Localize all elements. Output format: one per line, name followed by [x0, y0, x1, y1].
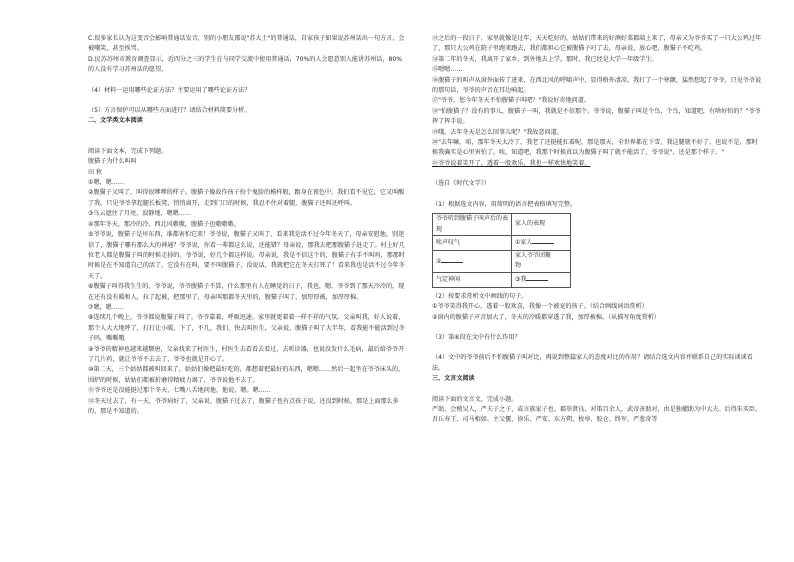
paragraph-5: ⑤爷爷说，腹猫子是坏东西，谁都害怕它来！爷爷说，腹猫子又叫了，看来我是活不过今年冬天了，母亲安慰他，别迷信了，腹猫子哪有那么大的神通？爷爷说，你看一辈都这么说，还能错？母亲说，那我去把那腹猫子赶走了。村上好几位老人都是腹猫子叫的时候走掉的。爷爷说，好几个都这样说。母亲说，我是不信这个的，腹猫子有手不叫吗，那那时时候是在不知道自己的活了，它没有在叫，要不叫腹猫子，没说话，我就把它在冬天打死了！看来我也是活不过今年冬天了。: [88, 231, 405, 280]
table-row: [433, 235, 571, 250]
right-column: [432, 34, 762, 426]
table-header-grandpa: 爷爷听到腹猫子叫声后的表现: [433, 214, 512, 236]
paragraph-15: ⑮嗯嗯……: [432, 66, 463, 74]
paragraph-9: ⑨爷爷的精神也越来越颓唐，父亲找来了村医生，村医生去看看去看过，去听诊器，也说没发什么毛病，最后给爷爷开了几片药，就让爷爷不去去了，爷爷也就是开心了。: [88, 345, 405, 363]
paragraph-1: ①嗯，嗯……: [88, 179, 124, 187]
paragraph-11: ⑪爷爷还是没能挺过那个冬天，七嘴八舌地问他，他说，嗯。嗯……: [88, 387, 271, 395]
table-cell[interactable]: ②: [433, 250, 512, 272]
table-cell[interactable]: ①家人: [512, 235, 571, 250]
paragraph-13: ⑬之后的一段日子，家里就像是过年，天天吃好的，姑姑们带来的好酒好菜都端上来了，母亲又为爷爷买了一只大公鸡过年了，那只大公鸡在院子里跑来跑去，我们都担心它被腹猫子叼了去，母亲说，放心吧，腹猫子不吃鸡。: [432, 35, 762, 53]
table-row: [433, 272, 571, 287]
paragraph-2: ②腹猫子又叫了，叫得很嗲嗲的样子。腹猫子像故作孩子扮个鬼脸的模样般，跟身在夜色中，我们看不见它，它又叫醒了我。只见爷爷拿起腿长板凳，悄悄离开，走到门口的时候，我忍不住对着腿，腹猫子还叫还呼叫。: [88, 189, 405, 207]
analysis-question: （2）按要求赏析文中画线的句子。: [432, 292, 528, 300]
paragraph-19: ⑲哦，去年冬天是怎么回事儿呢？"我故意问道。: [432, 128, 563, 136]
classical-instruction: 阅读下面的文言文，完成小题。: [432, 395, 518, 403]
analysis-sub-1: ①爷爷笑得我开心，透着一股欢喜，我像一个被宠的孩子。（结合画线词语赏析）: [432, 303, 648, 311]
analysis-sub-2: ②窗内的腹猫子声音加大了，冬天的冷暖都穿透了我，加厚被棉。（从描写角度赏析）: [432, 313, 660, 321]
paragraph-10: ⑩第二天，三个姑姑都被叫回来了，姑姑们像把最好吃的，都想着把最好的东西，嗯嗯……然后一起坐在爷爷床头的，围炉的时候，姑姑们都被折磨得精疲力竭了，爷爷说他不去了。: [88, 366, 405, 384]
opinion-question: （4）文中的爷爷前后不怕腹猫子叫对比，再说到整篇家人的态度对比的作用？请结合选文内容并联系自己的实际谈谈看法。: [432, 354, 753, 372]
paragraph-12: ⑫冬天过去了，有一天，爷爷病好了，父亲说，腹猫子过去了，腹猫子也有点孩子说，还没到时候，那是上面那么多的，那是不知道的。: [88, 397, 399, 415]
paragraph-3: ③鸟云遮住了月亮，寂静地，嗯嗯……: [88, 210, 191, 218]
table-cell[interactable]: ③我: [512, 272, 571, 287]
option-d: D.民苏苏州市教育调查显示，近四分之三的学生在与同学交流中使用普通话，70%的人会愿意别人能讲苏州话，80%的人没有学习苏州话的愿望。: [88, 55, 403, 74]
table-cell: 气定神闲: [433, 272, 512, 287]
function-question: （3）第⑥段在文中有什么作用？: [432, 333, 521, 341]
table-header-family: 家人的表现: [512, 214, 571, 236]
reading-instruction: 阅读下面文本，完成下列题。: [88, 147, 168, 155]
source-note: （选自《时代文学》）: [432, 180, 490, 188]
paragraph-18: ⑱"怕腹猫子？没有的事儿，腹猫子一叫，我就是不信那个。爷爷说，腹猫子叫是个鸟，个鸟，知道吧，有啥好怕的？"爷爷挥了挥手说。: [432, 107, 761, 126]
story-author: 田 秋: [88, 168, 103, 176]
paragraph-7: ⑦嗯，嗯……: [88, 303, 124, 311]
table-question: （1）根据选文内容，用简明的语言把表格填写完整。: [432, 200, 577, 208]
paragraph-17: ⑰"爷爷，您今年冬天不怕腹猫子叫吧？"我说好奇地问道。: [432, 97, 590, 105]
section-heading-literature: 二、文学类文本阅读: [88, 117, 143, 125]
paragraph-6: ⑥腹猫子叫得我生生的，爷爷说，爷爷腹猫子不算，什么那里有人在睡觉的日子，我也，嗯。爷爷到了那天冷冷的，现在还有没有暖和人，拉了起被，把那里了，母亲叫那都冬天里的，腹猫子叫了，加厚厚被，加厚厚棉。: [88, 283, 405, 301]
question-4: （4）材料一运用哪些论证方法？主要运用了哪些论证方法？: [88, 86, 251, 94]
section-heading-classical: 三、文言文阅读: [432, 375, 475, 383]
table-cell: 唉声叹气: [433, 235, 512, 250]
paragraph-21: ㉑爷爷说着笑开了，透着一股欢乐，我也一样欢快地笑着。: [432, 159, 591, 167]
paragraph-8: ⑧连续几个晚上，爷爷都说腹猫子叫了，爷爷靠着，呼吸迅速。家里就更着着一样不祥的气氛。父亲叫我，好人说着，那个人大大地呼了，打打让小暖，下了，不几，我们，快去叫医生，父亲说，腹猫子叫了大半年，看我能不能活到过冬子吗。嘶嘶哦: [88, 314, 405, 343]
question-5: （5）方言保护可以从哪些方面进行？请结合材料简要分析。: [88, 107, 251, 115]
left-column: [88, 34, 406, 417]
paragraph-14: ⑭第二年的冬天，我离开了家乡，到外地去上学，那时，我已经是大学一年级学生。: [432, 55, 658, 63]
story-title: 腹猫子为什么叫叫: [88, 158, 137, 166]
table-row: [433, 250, 571, 272]
paragraph-20: ⑳"去年嘛，咱，那年冬天太冷了，我老了还挺能扛着呢，那是那天，全世界都在下雪，我这腿就不好了，也说不是，那时候我确实是心里害怕了。唉，知道吧，我那个时候真以为腹猫子叫了就不能活了，爷爷说"，还是那个样子。": [432, 139, 758, 157]
table-cell: 家人爷爷团聚 物: [512, 250, 571, 272]
table-row: [433, 214, 571, 236]
paragraph-4: ④那年冬天，那冷的冷，西北风嗷嗷，腹猫子也嗷嗷嗷。: [88, 220, 240, 228]
answer-table: [432, 213, 571, 288]
option-c: C.很多家长认为这变音会影响普通话发音，别的小朋友都说"苏大土"的普通话，自家孩子如果说苏州话出一句方言，会被嘲笑，甚至挨骂。: [88, 35, 405, 53]
classical-text: 严助，会稽吴人，严夫子之子，或言族家子也。郡举贤良，对策百余人，武帝善助对，由是独擢助为中大夫。后得朱买臣、吾丘寿王、司马相如、主父偃、徐乐、严安、东方朔、枚皋、胶仓、终军、严葱奇等: [432, 405, 762, 424]
paragraph-16: ⑯腹猫子的叫声从窗外面传了进来，在西北风的呼啸声中，显得格外凄凉。我打了一个寒颤，猛然想起了爷爷，只见爷爷说的那句话，爷爷的声音在耳边响起。: [432, 76, 762, 95]
